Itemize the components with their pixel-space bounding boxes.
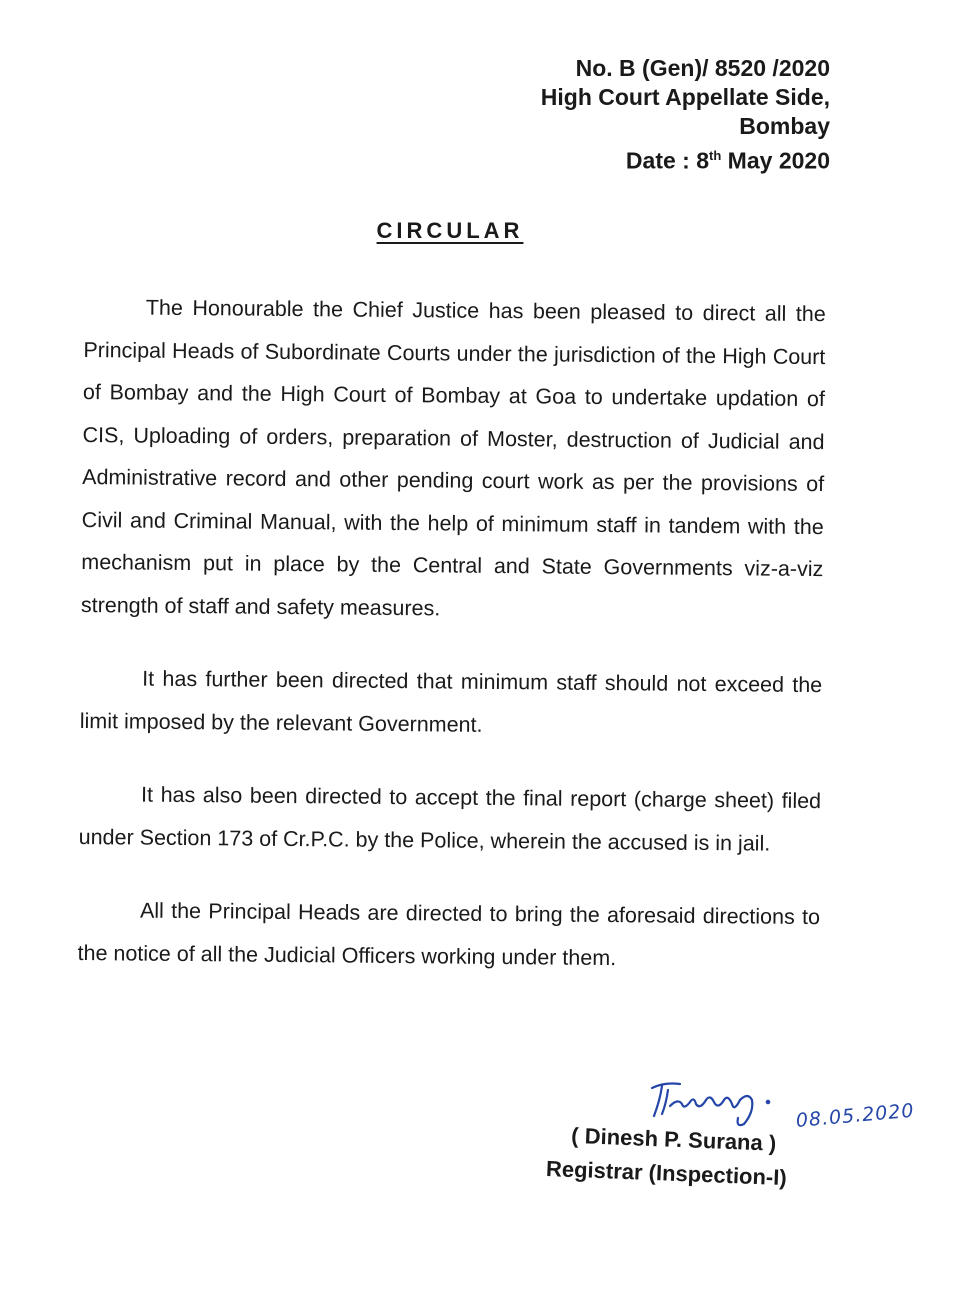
date-prefix: Date : 8 — [625, 147, 710, 174]
reference-number: No. B (Gen)/ 8520 /2020 — [575, 55, 830, 81]
letter-header — [541, 54, 830, 176]
date-suffix: May 2020 — [721, 147, 830, 174]
paragraph-directive: The Honourable the Chief Justice has been pleased to direct all the Principal Heads of Subordinate Courts under the jurisdiction of the High Court of Bombay and the High Court of Bombay at Goa to undertake updation of CIS, Uploading of orders, preparation of Moster, destruction of Judicial and Administrative record and other pending court work as per the provisions of Civil and Criminal Manual, with the help of minimum staff in tandem with the mechanism put in place by the Central and State Governments viz-a-viz strength of staff and safety measures. — [80, 295, 826, 620]
paragraph-charge-sheet: It has also been directed to accept the final report (charge sheet) filed under Section 173 of Cr.P.C. by the Police, wherein the accused is in jail. — [78, 782, 822, 856]
signature-block — [545, 1060, 948, 1210]
paragraph-staff-limit: It has further been directed that minimum staff should not exceed the limit imposed by the relevant Government. — [79, 666, 823, 737]
circular-title: CIRCULAR — [376, 218, 524, 243]
signatory-name: ( Dinesh P. Surana ) — [570, 1122, 777, 1156]
signature-date: 08.05.2020 — [795, 1099, 916, 1132]
circular-date — [541, 141, 830, 176]
paragraph-notice: All the Principal Heads are directed to bring the aforesaid directions to the notice of all the Judicial Officers working under them. — [77, 898, 821, 970]
court-name: High Court Appellate Side, — [540, 84, 830, 110]
signatory — [545, 1118, 788, 1195]
date-ordinal: th — [709, 148, 722, 163]
circular-body — [77, 286, 826, 1012]
handwritten-signature — [640, 1070, 790, 1130]
signatory-designation: Registrar (Inspection-I) — [545, 1155, 788, 1191]
city-name: Bombay — [739, 113, 830, 139]
